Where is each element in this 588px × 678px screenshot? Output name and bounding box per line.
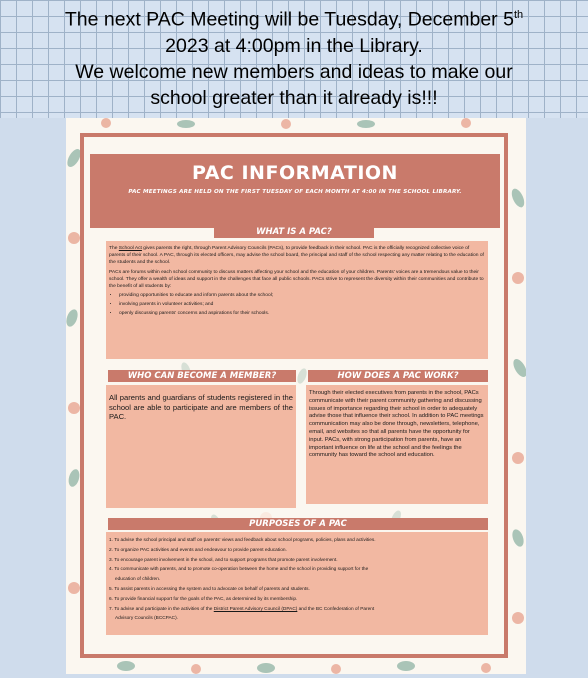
list-item: • involving parents in volunteer activities; and: [119, 301, 485, 308]
purpose-item-7: [109, 605, 485, 615]
list-item: • providing opportunities to educate and inform parents about the school;: [119, 292, 485, 299]
announcement-line-3: We welcome new members and ideas to make our: [75, 60, 513, 83]
list-item: • openly discussing parents' concerns and aspirations for their schools.: [119, 310, 485, 317]
what-paragraph-2: PACs are forums within each school community to discuss matters affecting your school and the education of your children. Parents' voices are a tremendous value to their school. They offer a wealth of ideas and support in the challenges that face all public schools. PACs strive to represent the diversity within their communities and contribute to the benefit of all students by:: [109, 269, 484, 290]
purpose-item: 5. To assist parents in accessing the system and to advocate on behalf of parents and students.: [109, 586, 310, 592]
poster-subtitle: PAC MEETINGS ARE HELD ON THE FIRST TUESDAY OF EACH MONTH AT 4:00 IN THE SCHOOL LIBRARY.: [128, 189, 462, 195]
what-paragraph-1: [109, 245, 485, 267]
purpose-item: 6. To provide financial support for the goals of the PAC, as determined by its membership.: [109, 596, 298, 602]
purpose-item: 4. To communicate with parents, and to promote co-operation between the home and the school in providing support for the: [109, 567, 369, 573]
purpose-item: 3. To encourage parent involvement in the school, and to support programs that promote parent involvement.: [109, 557, 338, 563]
purposes-panel: [106, 532, 488, 635]
school-act-link[interactable]: School Act: [118, 246, 142, 251]
what-is-pac-panel: [106, 241, 488, 359]
announcement-line-1: The next PAC Meeting will be Tuesday, December 5: [64, 8, 514, 31]
meeting-announcement: [0, 2, 588, 111]
who-can-become-heading: WHO CAN BECOME A MEMBER?: [108, 370, 296, 382]
announcement-ordinal: th: [513, 9, 524, 21]
how-pac-works-panel: Through their elected executives from parents in the school, PACs communicate with their parent community gathering and discussing issues of importance regarding their school in order to adequately advise those that influence their school. In addition to PAC meetings communication may also be done through, newsletters, telephone, email, and websites so that all parents have the opportunity for input. PACs, with strong participation from parents, have an important influence on life at the school and the feelings the community has toward the school and education.: [306, 385, 488, 504]
purpose-7-post: and the BC Confederation of Parent: [297, 606, 375, 612]
who-can-become-panel: All parents and guardians of students registered in the school are able to participate and are members of the PAC.: [106, 385, 296, 508]
poster-title: PAC INFORMATION: [192, 162, 398, 184]
purpose-item: 1. To advise the school principal and staff on parents' views and feedback about school programs, policies, plans and activities.: [109, 538, 376, 543]
dpac-link[interactable]: District Parent Advisory Council (DPAC): [213, 606, 298, 612]
purpose-7-pre: 7. To advise and participate in the activities of the: [109, 606, 214, 612]
purposes-heading: PURPOSES OF A PAC: [108, 518, 488, 530]
pac-info-poster: [66, 118, 526, 674]
what-p1-post: gives parents the right, through Parent Advisory Councils (PACs), to provide feedback in their school. PAC is the officially recognized collective voice of parents of their school. A PAC, through its elected officers, may advise the school board, the principal and staff of the school respecting any matter relating to the education of the students and the school.: [109, 246, 484, 266]
purpose-item-continued: Advisory Councils (BCCPAC).: [115, 616, 178, 622]
purpose-item-continued: education of children.: [115, 577, 161, 583]
poster-header: [90, 154, 500, 228]
announcement-line-2: 2023 at 4:00pm in the Library.: [165, 34, 423, 57]
how-pac-works-heading: HOW DOES A PAC WORK?: [308, 370, 488, 382]
what-bullet-list: [109, 292, 485, 317]
what-is-pac-heading: WHAT IS A PAC?: [214, 226, 374, 238]
purpose-item: 2. To organize PAC activities and events and endeavour to provide parent education.: [109, 547, 287, 553]
announcement-line-4: school greater than it already is!!!: [150, 86, 438, 109]
what-p1-pre: The: [109, 246, 119, 251]
